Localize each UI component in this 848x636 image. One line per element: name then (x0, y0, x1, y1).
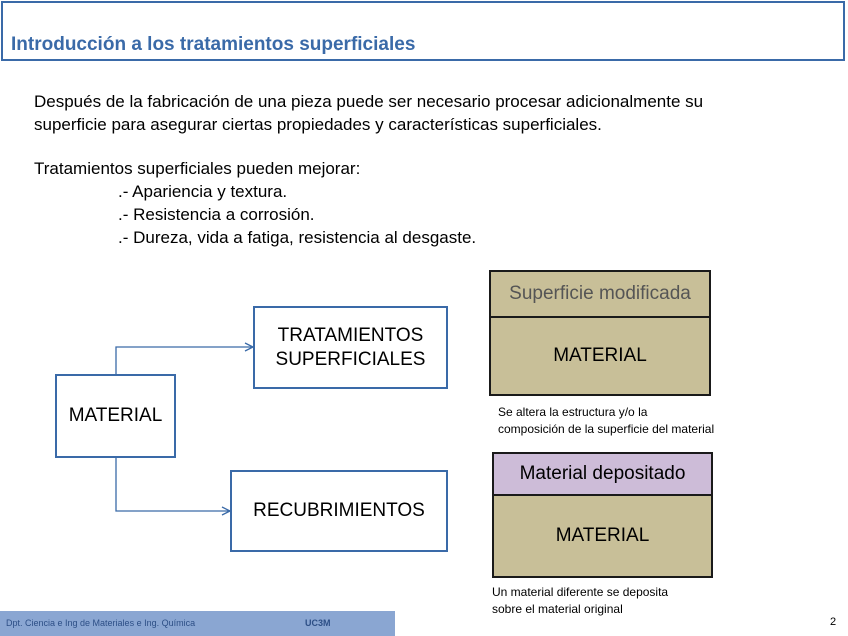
deposited-material-label: Material depositado (494, 454, 711, 496)
modified-caption-line-2: composición de la superficie del material (498, 422, 715, 436)
deposited-caption-line-1: Un material diferente se deposita (492, 585, 669, 599)
improvement-item: .- Resistencia a corrosión. (118, 205, 315, 224)
coatings-label: RECUBRIMIENTOS (253, 500, 425, 521)
modified-material-label: MATERIAL (553, 345, 647, 366)
modified-caption-line-1: Se altera la estructura y/o la (498, 405, 648, 419)
footer-department: Dpt. Ciencia e Ing de Materiales e Ing. Química (6, 618, 196, 628)
modified-surface-label: Superficie modificada (491, 272, 709, 318)
arrow-to-treatments (116, 347, 253, 374)
treatments-box (253, 306, 448, 389)
deposited-material-panel (492, 452, 713, 578)
page-number: 2 (830, 616, 837, 628)
material-label: MATERIAL (68, 405, 163, 426)
footer-university: UC3M (305, 618, 331, 628)
treatments-label-line-1: TRATAMIENTOS (277, 324, 424, 346)
improvement-item: .- Dureza, vida a fatiga, resistencia al desgaste. (118, 228, 477, 247)
improvement-item: .- Apariencia y textura. (118, 182, 288, 201)
improvements-lead: Tratamientos superficiales pueden mejorar: (34, 159, 361, 178)
modified-surface-panel (489, 270, 711, 396)
intro-line-2: superficie para asegurar ciertas propiedades y características superficiales. (34, 115, 602, 134)
deposited-base-material-label: MATERIAL (555, 525, 650, 546)
material-box (55, 374, 176, 458)
intro-line-1: Después de la fabricación de una pieza puede ser necesario procesar adicionalmente su (34, 92, 704, 111)
coatings-box (230, 470, 448, 552)
treatments-label-line-2: SUPERFICIALES (275, 348, 426, 370)
page-title: Introducción a los tratamientos superficiales (11, 34, 416, 55)
deposited-caption-line-2: sobre el material original (492, 602, 623, 616)
arrow-to-coatings (116, 458, 230, 511)
